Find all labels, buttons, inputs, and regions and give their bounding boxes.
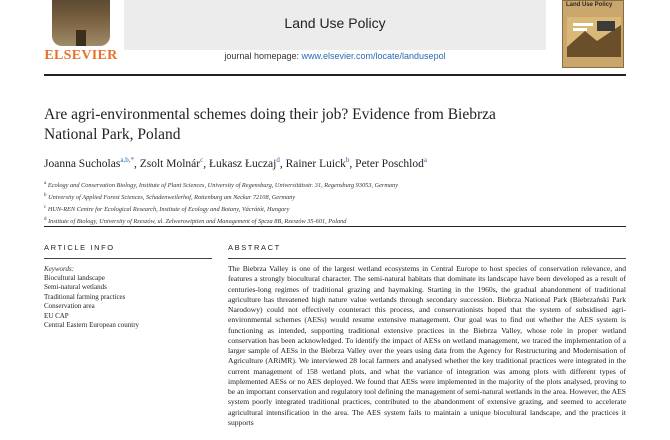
homepage-label: journal homepage: [224, 51, 299, 61]
author-affil-sup[interactable]: d [276, 156, 280, 164]
author-name[interactable]: Joanna Sucholas [44, 157, 121, 170]
author-name[interactable]: Zsolt Molnár [139, 157, 201, 170]
keyword-item: Central Eastern European country [44, 321, 140, 330]
keyword-item: Conservation area [44, 302, 95, 311]
keyword-item: Biocultural landscape [44, 274, 105, 282]
journal-homepage [124, 51, 546, 61]
affiliation-item: $^a$ Ecology and Conservation Biology, Institute of Plant Sciences, University of Regensburg, Universitätsstr. 31, Regensburg 93053, Germany [44, 181, 398, 190]
affiliation-item: $^d$ Institute of Biology, University of Rzeszów, ul. Zelwerowiptien and Management of Spcza 8B, Rzeszów 35-601, Poland [44, 217, 347, 226]
keyword-list [44, 274, 212, 330]
journal-header [0, 0, 670, 76]
journal-banner [124, 0, 546, 50]
cover-title: Land Use Policy [566, 2, 613, 8]
journal-title[interactable]: Land Use Policy [284, 15, 386, 31]
article-title [44, 105, 604, 145]
abstract-body: The Biebrza Valley is one of the largest wetland ecosystems in Central Europe to host species of conservation relevance, and features a strongly biocultural character. The semi-natural habitats that dominate its landscape have been developed as a result of centuries-long regimes of traditional grazing and haymaking. Starting in the 1960s, the gradual abandonment of traditional agriculture has threatened high nature value wetlands through secondary succession. Biebrza National Park (Biebrzański Park Narodowy) could not effectively counteract this process, and conservationists hoped that the system of subsidised agri-environmental schemes (AESs) would resume extensive management. Our goal was to find out whether the AES system is functioning as intended, supporting traditional extensive practices in the Biebrza Valley, whose role in proper wetland conservation has been acknowledged. To identify the impact of AESs on wetland management, we traced the implementation of a larger sample of AESs in the Biebrza Valley over the years using data from the Agency for Restructuring and Modernisation of Agriculture (ARiMR). We interviewed 28 local farmers and analysed whether the key traditional practices were integrated in the current management of 158 wetland plots, and what the variance of integration was among plots with different types of implemented AESs or no AES deployed. We found that AESs were implemented in the majority of the plots analysed, proving to be an important conservation and regulatory tool defining the management of semi-natural wetlands in the area. However, the AES system poorly integrated traditional practices, contributed to the abandonment of extensive grazing, and seemed to accelerate agricultural intensification in the area. The AES system fails to maintain a unique biocultural landscape, and the practices it supports [228, 264, 626, 427]
author-name[interactable]: Łukasz Łuczaj [208, 157, 277, 170]
section-divider [44, 226, 626, 227]
abstract-rule [228, 258, 626, 259]
affiliation-list [44, 179, 624, 227]
article-info-rule [44, 258, 212, 259]
keywords-label: Keywords: [44, 265, 75, 273]
article-info-heading: ARTICLE INFO [44, 243, 115, 252]
author-name[interactable]: Peter Poschlod [355, 157, 424, 170]
affiliation-item: $^c$ HUN-REN Centre for Ecological Research, Institute of Ecology and Botany, Vácrátót, Hungary [44, 205, 290, 214]
elsevier-tree-icon [52, 0, 110, 46]
header-divider [44, 74, 626, 76]
author-list: Joanna Sucholas$^{a,b,*}$, Zsolt Molnár$^c$, Łukasz Łuczaj$^d$, Rainer Luick$^b$, Peter Poschlod$^a$ [44, 156, 427, 170]
homepage-link[interactable]: www.elsevier.com/locate/landusepol [301, 51, 446, 61]
author-affil-sup[interactable]: c [200, 156, 204, 164]
keyword-item: Traditional farming practices [44, 292, 126, 301]
author-affil-sup[interactable]: a,b,* [120, 156, 134, 164]
journal-cover[interactable] [562, 0, 624, 68]
author-name[interactable]: Rainer Luick [285, 157, 346, 170]
cover-art-icon [567, 17, 621, 57]
abstract-heading: ABSTRACT [228, 243, 281, 252]
elsevier-logo[interactable] [44, 0, 118, 66]
title-line-1: Are agri-environmental schemes doing their job? Evidence from Biebrza [44, 106, 496, 123]
author-affil-sup[interactable]: b [345, 156, 350, 164]
title-line-2: National Park, Poland [44, 126, 181, 143]
author-affil-sup[interactable]: a [423, 156, 427, 164]
keyword-item: EU CAP [44, 311, 69, 320]
publisher-name: ELSEVIER [44, 48, 118, 63]
affiliation-item: $^b$ University of Applied Forest Sciences, Schadenweilerhof, Rottenburg am Neckar 72108, Germany [44, 193, 296, 202]
keyword-item: Semi-natural wetlands [44, 283, 107, 292]
